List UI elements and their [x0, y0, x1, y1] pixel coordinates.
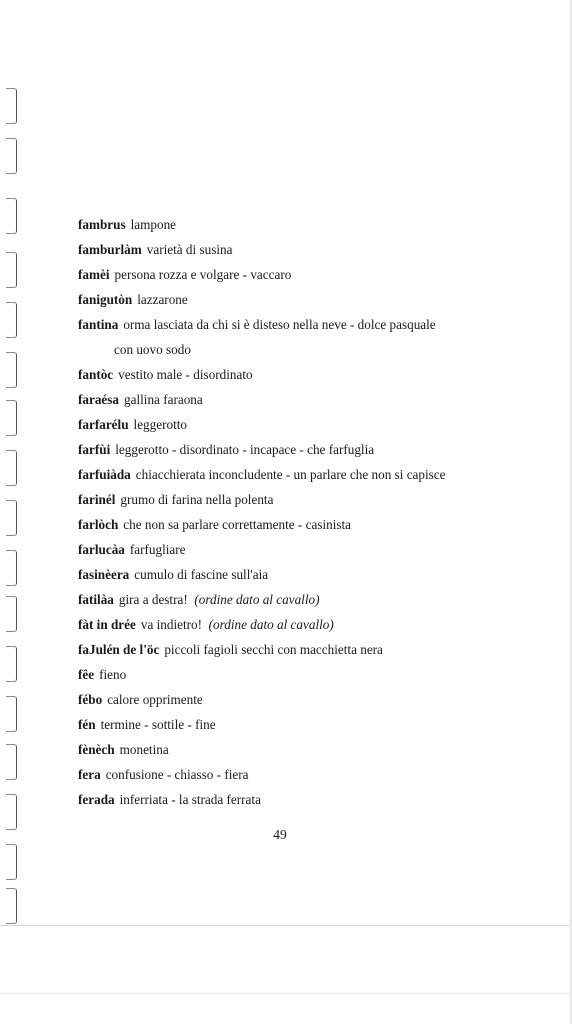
spiral-binding [6, 88, 28, 908]
entry-term: farlòch [78, 517, 119, 532]
binding-ring [6, 500, 17, 536]
entry-term: famburlàm [78, 242, 142, 257]
glossary-entry [78, 212, 518, 237]
entry-term: faJulén de l'öc [78, 642, 160, 657]
glossary-entry [78, 762, 518, 787]
binding-ring [6, 550, 17, 586]
entry-term: fêe [78, 667, 95, 682]
glossary-entry [78, 587, 518, 612]
entry-term: fébo [78, 692, 103, 707]
entry-definition: che non sa parlare correttamente - casinista [123, 517, 352, 532]
glossary-entry [78, 387, 518, 412]
entry-term: fàt in drée [78, 617, 136, 632]
entry-definition: leggerotto - disordinato - incapace - che farfuglia [115, 442, 375, 457]
entry-definition: va indietro! [140, 617, 203, 632]
glossary-entry [78, 562, 518, 587]
entry-term: faraésa [78, 392, 120, 407]
entry-definition: varietà di susina [146, 242, 233, 257]
entry-term: fera [78, 767, 101, 782]
glossary-entry [78, 437, 518, 462]
page-number: 49 [273, 827, 287, 842]
binding-ring [6, 352, 17, 388]
entry-definition: piccoli fagioli secchi con macchietta nera [164, 642, 383, 657]
entry-term: fatilàa [78, 592, 114, 607]
entry-definition: inferriata - la strada ferrata [119, 792, 261, 807]
entry-term: famèi [78, 267, 110, 282]
binding-ring [6, 794, 17, 830]
glossary-entry-continuation [78, 337, 518, 362]
entry-term: farlucàa [78, 542, 125, 557]
scan-edge-line [0, 993, 572, 994]
entry-definition: lazzarone [137, 292, 188, 307]
entry-definition: fieno [99, 667, 127, 682]
glossary-entry [78, 687, 518, 712]
glossary-entry [78, 512, 518, 537]
entry-term: farfarélu [78, 417, 129, 432]
entry-term: ferada [78, 792, 115, 807]
glossary-entry [78, 312, 518, 337]
glossary-entry [78, 462, 518, 487]
entry-term: fènèch [78, 742, 115, 757]
entry-note: (ordine dato al cavallo) [194, 592, 320, 607]
entry-definition: monetina [119, 742, 169, 757]
entry-definition: cumulo di fascine sull'aia [134, 567, 269, 582]
entry-definition: calore opprimente [107, 692, 203, 707]
entry-definition: gira a destra! [118, 592, 188, 607]
glossary-entry [78, 787, 518, 812]
glossary-entries [78, 212, 518, 812]
binding-ring [6, 744, 17, 780]
entry-term: fambrus [78, 217, 126, 232]
entry-definition: confusione - chiasso - fiera [105, 767, 249, 782]
glossary-entry [78, 287, 518, 312]
glossary-entry [78, 537, 518, 562]
entry-term: fantòc [78, 367, 114, 382]
entry-definition: gallina faraona [124, 392, 203, 407]
glossary-entry [78, 737, 518, 762]
binding-ring [6, 596, 17, 632]
binding-ring [6, 198, 17, 234]
binding-ring [6, 302, 17, 338]
entry-definition: farfugliare [129, 542, 186, 557]
scan-edge-line [0, 925, 572, 926]
glossary-entry [78, 237, 518, 262]
binding-ring [6, 646, 17, 682]
entry-definition: termine - sottile - fine [100, 717, 216, 732]
binding-ring [6, 450, 17, 486]
entry-note: (ordine dato al cavallo) [208, 617, 334, 632]
entry-term: fén [78, 717, 96, 732]
glossary-entry [78, 412, 518, 437]
entry-term: fanigutòn [78, 292, 133, 307]
binding-ring [6, 88, 17, 124]
entry-term: farfùi [78, 442, 111, 457]
entry-definition: orma lasciata da chi si è disteso nella neve - dolce pasquale [123, 317, 436, 332]
binding-ring [6, 696, 17, 732]
entry-definition: con uovo sodo [114, 342, 191, 357]
entry-term: fasinèera [78, 567, 130, 582]
entry-term: farfuiàda [78, 467, 131, 482]
glossary-entry [78, 362, 518, 387]
entry-definition: grumo di farina nella polenta [120, 492, 274, 507]
binding-ring [6, 400, 17, 436]
binding-ring [6, 888, 17, 924]
entry-definition: persona rozza e volgare - vaccaro [114, 267, 292, 282]
binding-ring [6, 138, 17, 174]
glossary-entry [78, 637, 518, 662]
glossary-entry [78, 487, 518, 512]
glossary-entry [78, 262, 518, 287]
entry-definition: leggerotto [133, 417, 187, 432]
entry-definition: vestito male - disordinato [118, 367, 253, 382]
entry-term: farinél [78, 492, 116, 507]
glossary-entry [78, 662, 518, 687]
entry-definition: chiacchierata inconcludente - un parlare che non si capisce [135, 467, 446, 482]
entry-definition: lampone [130, 217, 177, 232]
binding-ring [6, 844, 17, 880]
entry-term: fantina [78, 317, 119, 332]
glossary-entry [78, 712, 518, 737]
binding-ring [6, 252, 17, 288]
glossary-entry [78, 612, 518, 637]
